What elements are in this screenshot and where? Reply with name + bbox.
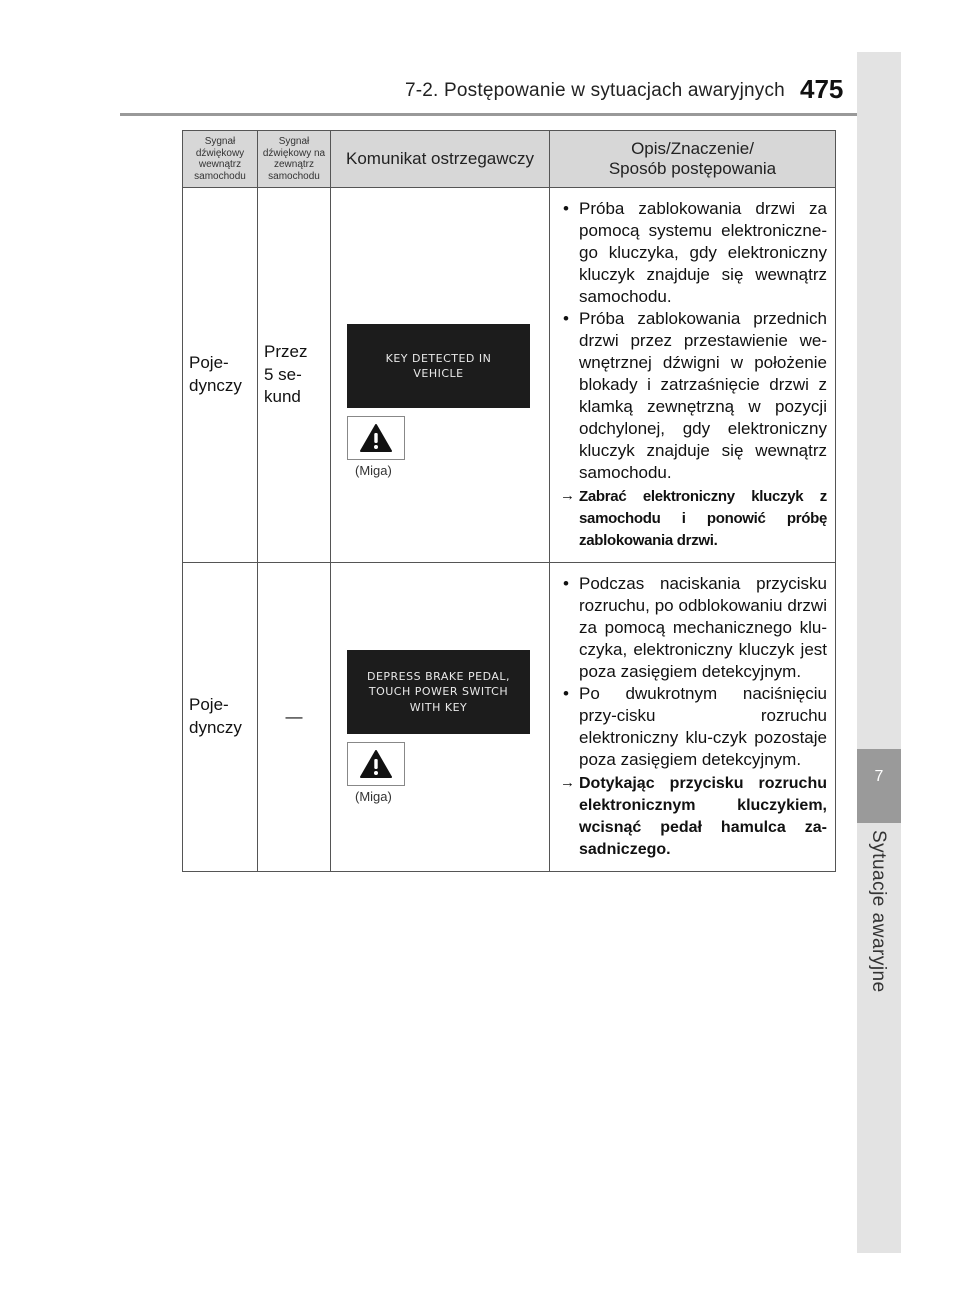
header-description-line1: Opis/Znaczenie/ — [631, 139, 754, 159]
description-cell — [550, 188, 836, 563]
warning-light-box — [347, 742, 405, 786]
display-screen: DEPRESS BRAKE PEDAL, TOUCH POWER SWITCH WITH KEY — [347, 650, 530, 734]
action-instruction — [558, 486, 827, 552]
display-screen: KEY DETECTED IN VEHICLE — [347, 324, 530, 408]
action-text: Dotykając przycisku rozruchu elektronicznym kluczykiem, wcisnąć pedał hamulca za-sadniczego. — [579, 775, 827, 858]
bullet-text: Podczas naciskania przycisku rozruchu, po odblokowaniu drzwi za pomocą mechanicznego klu-czyka, elektroniczny kluczyk jest poza zasięgiem detekcyjnym. — [579, 574, 827, 681]
arrow-right-icon: → — [560, 774, 575, 791]
warning-message-cell — [331, 563, 550, 872]
header-warning-message: Komunikat ostrzegawczy — [331, 131, 550, 188]
header-outside-signal: Sygnał dźwiękowy na zewnątrz samochodu — [258, 131, 331, 188]
header-rule — [120, 113, 858, 116]
inside-signal-cell: Poje- dynczy — [183, 563, 258, 872]
message-visual — [347, 650, 549, 804]
bullet-text: Próba zablokowania przednich drzwi przez przestawienie we-wnętrznej dźwigni w położenie blokady i zatrzaśnięcie drzwi z klamką zewnętrzną w pozycji odchylonej, gdy elektroniczny kluczyk znajduje się wewnątrz samochodu. — [579, 309, 827, 482]
table-row — [183, 563, 836, 872]
warning-table — [182, 130, 836, 872]
side-tab — [857, 52, 901, 749]
action-instruction — [558, 773, 827, 861]
description-bullet: • Podczas naciskania przycisku rozruchu, po odblokowaniu drzwi za pomocą mechanicznego klu-czyka, elektroniczny kluczyk jest poza zasięgiem detekcyjnym. — [563, 574, 827, 681]
description-cell — [550, 563, 836, 872]
header-inside-signal: Sygnał dźwiękowy wewnątrz samochodu — [183, 131, 258, 188]
blink-caption: (Miga) — [355, 789, 392, 804]
warning-message-cell — [331, 188, 550, 563]
action-text: Zabrać elektroniczny kluczyk z samochodu i ponowić próbę zablokowania drzwi. — [579, 488, 827, 549]
arrow-right-icon: → — [560, 487, 575, 504]
header-description-line2: Sposób postępowania — [608, 159, 777, 178]
description-bullet: • Próba zablokowania przednich drzwi przez przestawienie we-wnętrznej dźwigni w położenie blokady i zatrzaśnięcie drzwi z klamką zewnętrzną w pozycji odchylonej, gdy elektroniczny kluczyk znajduje się wewnątrz samochodu. — [563, 309, 827, 482]
bullet-text: Po dwukrotnym naciśnięciu przy-cisku rozruchu elektroniczny klu-czyk pozostaje poza zasięgiem detekcyjnym. — [579, 684, 827, 769]
warning-triangle-icon — [359, 749, 393, 779]
chapter-number: 7 — [874, 768, 884, 785]
outside-signal-cell: — — [258, 563, 331, 872]
table-row — [183, 188, 836, 563]
chapter-label: Sytuacje awaryjne — [868, 830, 889, 993]
description-bullet: • Po dwukrotnym naciśnięciu przy-cisku rozruchu elektroniczny klu-czyk pozostaje poza zasięgiem detekcyjnym. — [563, 684, 827, 769]
inside-signal-cell: Poje- dynczy — [183, 188, 258, 563]
side-tab-chapter-marker — [857, 749, 901, 823]
message-visual — [347, 324, 549, 478]
bullet-text: Próba zablokowania drzwi za pomocą systemu elektroniczne-go kluczyka, gdy elektroniczny kluczyk znajduje się wewnątrz samochodu. — [579, 199, 827, 306]
page-number: 475 — [800, 74, 844, 104]
page-header-title: 7-2. Postępowanie w sytuacjach awaryjnych — [405, 80, 785, 101]
description-bullet: • Próba zablokowania drzwi za pomocą systemu elektroniczne-go kluczyka, gdy elektroniczny kluczyk znajduje się wewnątrz samochodu. — [563, 199, 827, 306]
blink-caption: (Miga) — [355, 463, 392, 478]
header-description — [550, 131, 836, 188]
warning-light-box — [347, 416, 405, 460]
warning-triangle-icon — [359, 423, 393, 453]
table-header-row — [183, 131, 836, 188]
outside-signal-cell: Przez 5 se- kund — [258, 188, 331, 563]
